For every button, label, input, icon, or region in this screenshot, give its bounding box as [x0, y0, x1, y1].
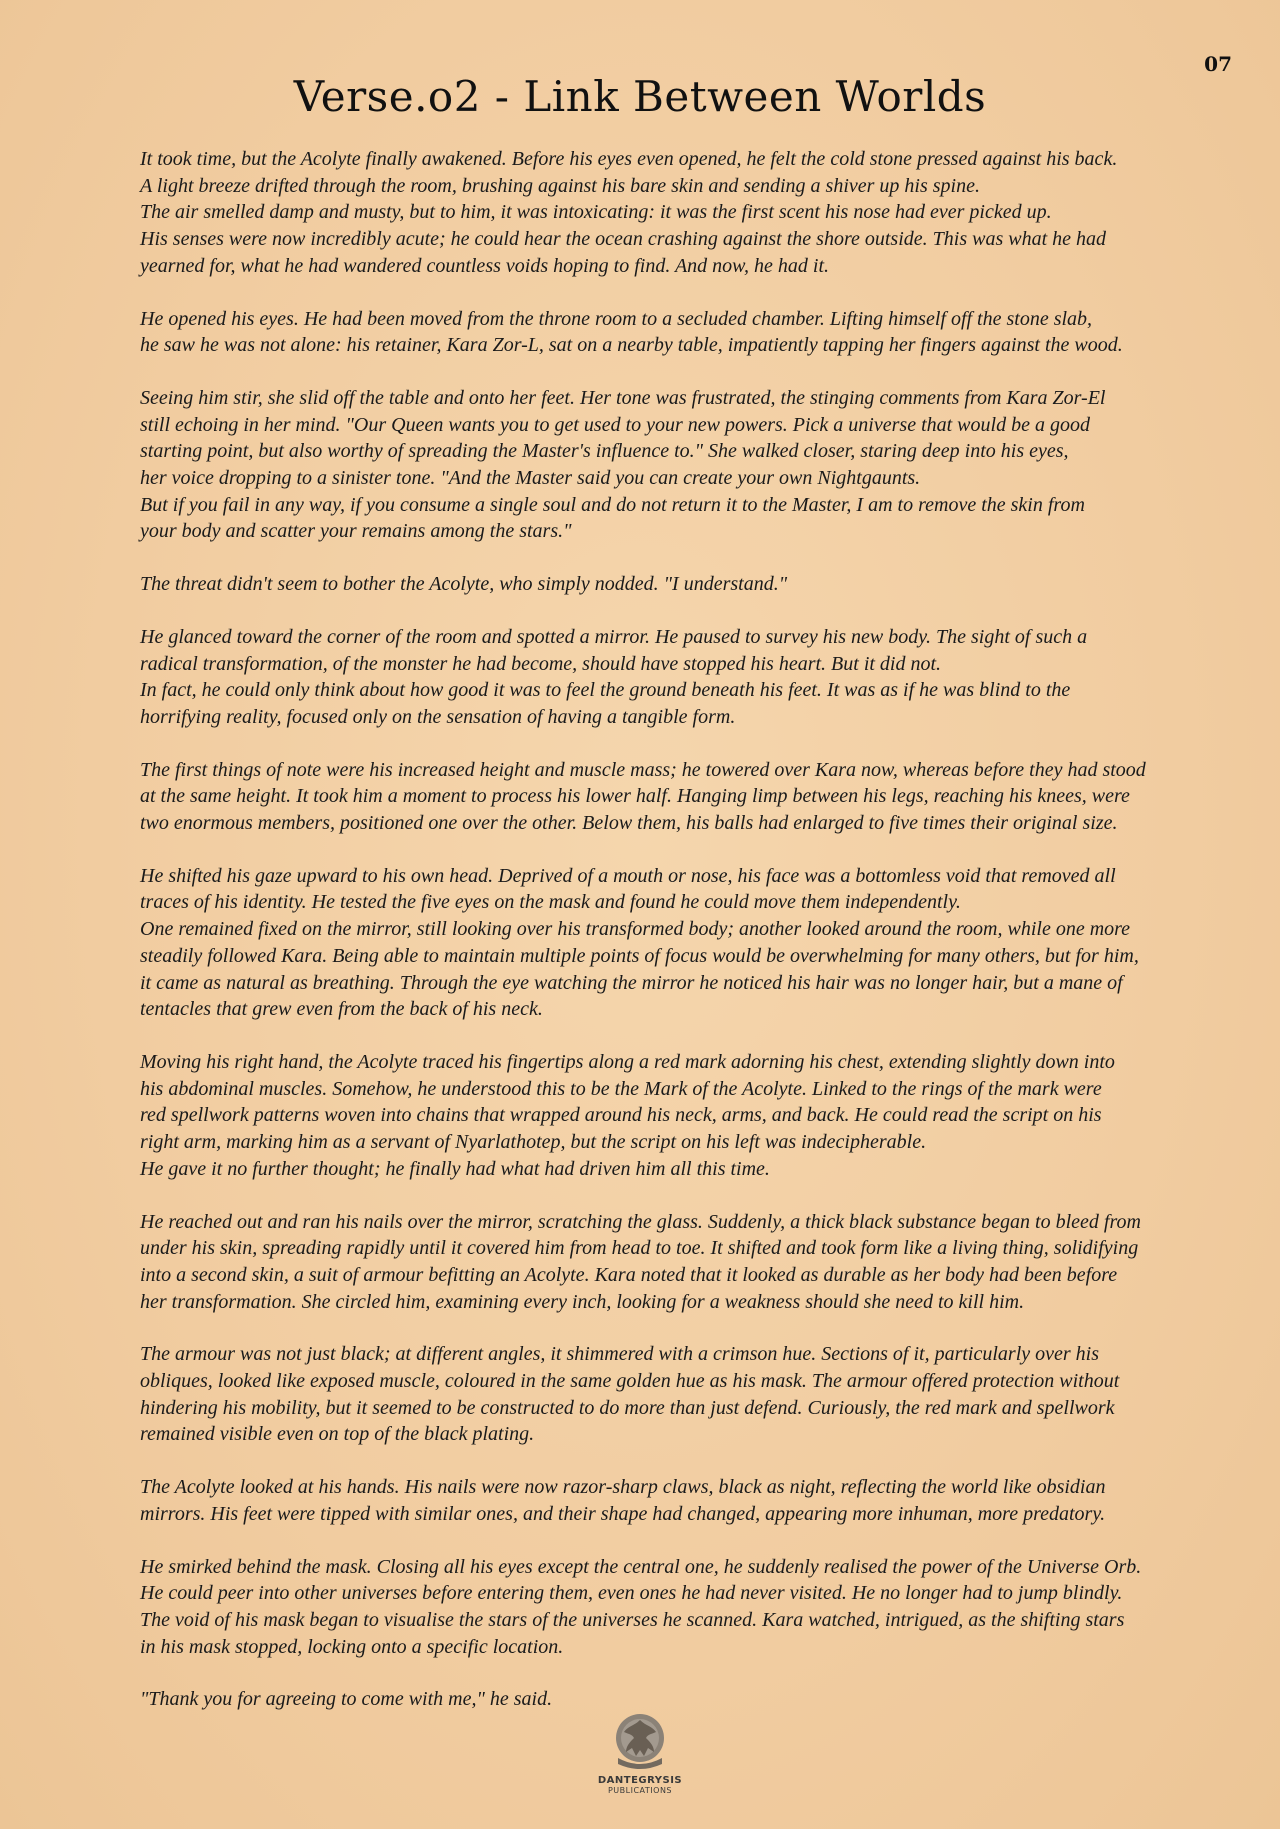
- text-line: He glanced toward the corner of the room and spotted a mirror. He paused to survey his new body. The sight of such a: [140, 625, 1088, 648]
- text-line: Moving his right hand, the Acolyte traced his fingertips along a red mark adorning his chest, extending slightly down into: [140, 1050, 1115, 1073]
- text-line: "Thank you for agreeing to come with me," he said.: [140, 1688, 553, 1711]
- text-line: His senses were now incredibly acute; he could hear the ocean crashing against the shore outside. This was what he had: [140, 228, 1106, 251]
- paragraph: [140, 1049, 1160, 1183]
- text-line: yearned for, what he had wandered countless voids hoping to find. And now, he had it.: [140, 254, 830, 277]
- publisher-name: DANTEGRYSIS: [597, 1775, 683, 1786]
- text-line: steadily followed Kara. Being able to maintain multiple points of focus would be overwhelming for many others, but for him,: [140, 944, 1139, 967]
- text-line: under his skin, spreading rapidly until it covered him from head to toe. It shifted and took form like a living thing, solidifying: [140, 1237, 1139, 1260]
- paragraph: [140, 1341, 1160, 1448]
- paragraph: [140, 146, 1160, 280]
- text-line: A light breeze drifted through the room, brushing against his bare skin and sending a shiver up his spine.: [140, 174, 980, 197]
- publisher-crest-icon: [608, 1712, 672, 1774]
- paragraph: [140, 571, 1160, 598]
- text-line: her voice dropping to a sinister tone. "And the Master said you can create your own Nightgaunts.: [140, 467, 921, 490]
- text-line: red spellwork patterns woven into chains that wrapped around his neck, arms, and back. He could read the script on his: [140, 1104, 1102, 1127]
- chapter-title: Verse.o2 - Link Between Worlds: [293, 72, 987, 121]
- text-line: right arm, marking him as a servant of Nyarlathotep, but the script on his left was indecipherable.: [140, 1131, 927, 1154]
- text-line: he saw he was not alone: his retainer, Kara Zor-L, sat on a nearby table, impatiently tapping her fingers against the wood.: [140, 334, 1123, 357]
- paragraph: [140, 385, 1160, 545]
- paragraph: [140, 1209, 1160, 1316]
- text-line: your body and scatter your remains among the stars.": [140, 520, 572, 543]
- publisher-logo: [596, 1712, 684, 1808]
- text-line: He gave it no further thought; he finally had what had driven him all this time.: [140, 1157, 770, 1180]
- text-line: remained visible even on top of the black plating.: [140, 1423, 535, 1446]
- paragraph: [140, 863, 1160, 1023]
- text-line: Seeing him stir, she slid off the table and onto her feet. Her tone was frustrated, the stinging comments from Kara Zor-El: [140, 386, 1106, 409]
- text-line: obliques, looked like exposed muscle, coloured in the same golden hue as his mask. The armour offered protection without: [140, 1370, 1120, 1393]
- text-line: into a second skin, a suit of armour befitting an Acolyte. Kara noted that it looked as durable as her body had been before: [140, 1263, 1118, 1286]
- text-line: two enormous members, positioned one over the other. Below them, his balls had enlarged to five times their original size.: [140, 812, 1118, 835]
- paragraph: [140, 1474, 1160, 1527]
- text-line: traces of his identity. He tested the five eyes on the mask and found he could move them independently.: [140, 891, 961, 914]
- paragraph: [140, 624, 1160, 731]
- publisher-subtitle: PUBLICATIONS: [607, 1786, 673, 1795]
- text-line: still echoing in her mind. "Our Queen wants you to get used to your new powers. Pick a universe that would be a good: [140, 413, 1090, 436]
- text-line: He reached out and ran his nails over the mirror, scratching the glass. Suddenly, a thick black substance began to bleed from: [140, 1210, 1141, 1233]
- text-line: hindering his mobility, but it seemed to be constructed to do more than just defend. Curiously, the red mark and spellwork: [140, 1396, 1115, 1419]
- paragraph: [140, 1554, 1160, 1661]
- text-line: radical transformation, of the monster he had become, should have stopped his heart. But it did not.: [140, 652, 942, 675]
- text-line: He smirked behind the mask. Closing all his eyes except the central one, he suddenly realised the power of the Universe Orb.: [140, 1555, 1142, 1578]
- paragraph: [140, 757, 1160, 837]
- text-line: it came as natural as breathing. Through the eye watching the mirror he noticed his hair was no longer hair, but a mane of: [140, 971, 1123, 994]
- text-line: In fact, he could only think about how good it was to feel the ground beneath his feet. It was as if he was blind to the: [140, 679, 1071, 702]
- text-line: He opened his eyes. He had been moved from the throne room to a secluded chamber. Lifting himself off the stone slab,: [140, 307, 1093, 330]
- page-number: 07: [1204, 52, 1232, 76]
- text-line: horrifying reality, focused only on the sensation of having a tangible form.: [140, 705, 736, 728]
- text-line: The air smelled damp and musty, but to him, it was intoxicating: it was the first scent his nose had ever picked up.: [140, 201, 1052, 224]
- paragraph: [140, 1686, 1160, 1713]
- text-line: The void of his mask began to visualise the stars of the universes he scanned. Kara watched, intrigued, as the shifting stars: [140, 1608, 1125, 1631]
- text-line: her transformation. She circled him, examining every inch, looking for a weakness should she need to kill him.: [140, 1290, 1025, 1313]
- text-line: The Acolyte looked at his hands. His nails were now razor-sharp claws, black as night, reflecting the world like obsidian: [140, 1476, 1106, 1499]
- text-line: The threat didn't seem to bother the Acolyte, who simply nodded. "I understand.": [140, 573, 788, 596]
- text-line: The armour was not just black; at different angles, it shimmered with a crimson hue. Sections of it, particularly over his: [140, 1343, 1100, 1366]
- text-line: He could peer into other universes before entering them, even ones he had never visited. He no longer had to jump blindly.: [140, 1582, 1123, 1605]
- text-line: One remained fixed on the mirror, still looking over his transformed body; another looked around the room, while one more: [140, 918, 1131, 941]
- text-line: at the same height. It took him a moment to process his lower half. Hanging limp between his legs, reaching his knees, were: [140, 785, 1130, 808]
- text-line: his abdominal muscles. Somehow, he understood this to be the Mark of the Acolyte. Linked to the rings of the mark were: [140, 1077, 1102, 1100]
- text-line: starting point, but also worthy of spreading the Master's influence to." She walked closer, staring deep into his eyes,: [140, 440, 1069, 463]
- text-line: tentacles that grew even from the back of his neck.: [140, 998, 543, 1021]
- text-line: He shifted his gaze upward to his own head. Deprived of a mouth or nose, his face was a bottomless void that removed all: [140, 864, 1116, 887]
- paragraph: [140, 306, 1160, 359]
- text-line: mirrors. His feet were tipped with similar ones, and their shape had changed, appearing more inhuman, more predatory.: [140, 1502, 1106, 1525]
- story-text: [140, 146, 1160, 1739]
- text-line: in his mask stopped, locking onto a specific location.: [140, 1635, 564, 1658]
- text-line: The first things of note were his increased height and muscle mass; he towered over Kara now, whereas before they had stood: [140, 758, 1146, 781]
- text-line: But if you fail in any way, if you consume a single soul and do not return it to the Master, I am to remove the skin from: [140, 493, 1085, 516]
- text-line: It took time, but the Acolyte finally awakened. Before his eyes even opened, he felt the cold stone pressed against his back.: [140, 148, 1118, 170]
